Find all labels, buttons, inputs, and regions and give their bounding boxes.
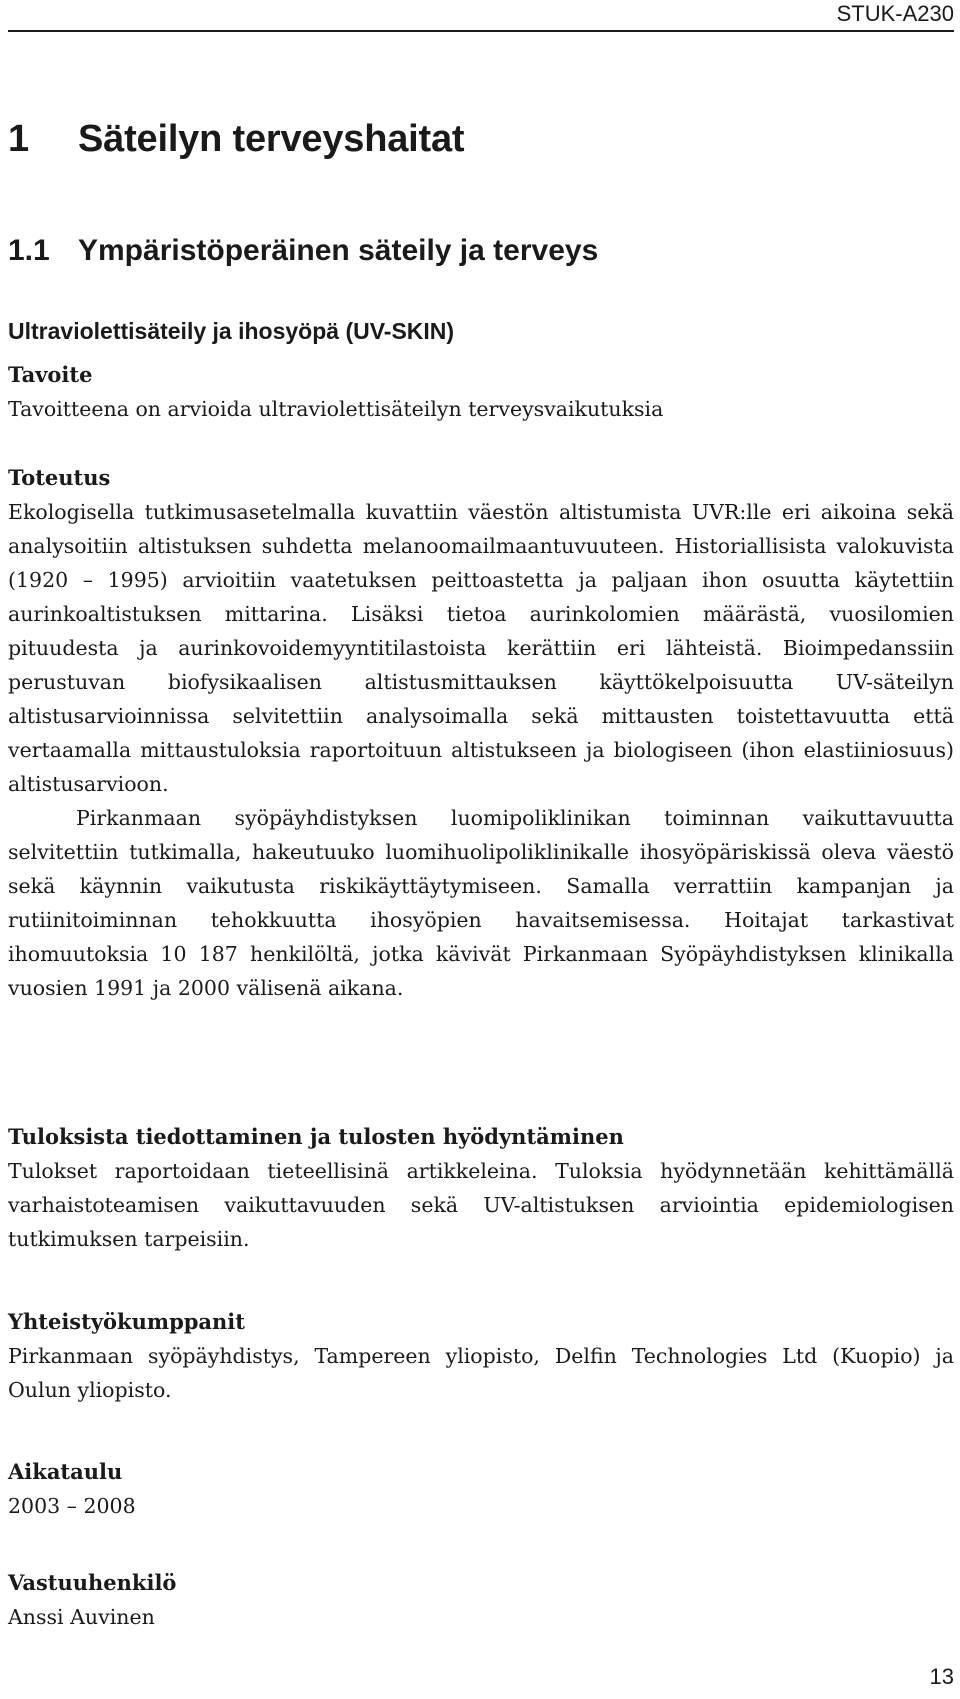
chapter-number: 1: [8, 118, 29, 160]
tavoite-text: Tavoitteena on arvioida ultraviolettisäteilyn terveysvaikutuksia: [8, 397, 664, 421]
toteutus-paragraph-2: Pirkanmaan syöpäyhdistyksen luomipoliklinikan toiminnan vaikuttavuutta selvitettiin tutkimalla, hakeutuuko luomihuolipoliklinikalle ihosyöpäriskissä oleva väestö sekä käynnin vaikutusta riskikäyttäytymiseen. Samalla verrattiin kampanjan ja rutiinitoiminnan tehokkuutta ihosyöpien havaitsemisessa. Hoitajat tarkastivat ihomuutoksia 10 187 henkilöltä, jotka kävivät Pirkanmaan Syöpäyhdistyksen klinikalla vuosien 1991 ja 2000 välisenä aikana.: [8, 806, 954, 1000]
toteutus-heading: Toteutus: [8, 465, 111, 490]
aikataulu-block: [8, 1455, 954, 1523]
project-title: Ultraviolettisäteily ja ihosyöpä (UV-SKIN): [8, 318, 455, 344]
tavoite-block: [8, 358, 954, 426]
tulokset-text: Tulokset raportoidaan tieteellisinä artikkeleina. Tuloksia hyödynnetään kehittämällä varhaistoteamisen vaikuttavuuden sekä UV-altistuksen arviointia epidemiologisen tutkimuksen tarpeisiin.: [8, 1159, 954, 1251]
yhteistyo-block: [8, 1305, 954, 1407]
chapter-title: Säteilyn terveyshaitat: [78, 118, 465, 160]
toteutus-block: [8, 461, 954, 1005]
tulokset-block: [8, 1120, 954, 1256]
running-head-series: STUK-A230: [836, 1, 954, 26]
chapter-heading: [8, 116, 464, 162]
toteutus-paragraph-1: Ekologisella tutkimusasetelmalla kuvattiin väestön altistumista UVR:lle eri aikoina sekä analysoitiin altistuksen suhdetta melanoomailmaantuvuuteen. Historiallisista valokuvista (1920 – 1995) arvioitiin vaatetuksen peittoastetta ja paljaan ihon osuutta käytettiin aurinkoaltistuksen mittarina. Lisäksi tietoa aurinkolomien määrästä, vuosilomien pituudesta ja aurinkovoidemyyntitilastoista kerättiin eri lähteistä. Bioimpedanssiin perustuvan biofysikaalisen altistusmittauksen käyttökelpoisuutta UV-säteilyn altistusarvioinnissa selvitettiin analysoimalla sekä mittausten toistettavuutta että vertaamalla mittaustuloksia raportoituun altistukseen ja biologiseen (ihon elastiiniosuus) altistusarvioon.: [8, 500, 954, 796]
vastuu-block: [8, 1566, 954, 1634]
tulokset-heading: Tuloksista tiedottaminen ja tulosten hyödyntäminen: [8, 1124, 624, 1149]
yhteistyo-text: Pirkanmaan syöpäyhdistys, Tampereen yliopisto, Delfin Technologies Ltd (Kuopio) ja Oulun yliopisto.: [8, 1344, 954, 1402]
yhteistyo-heading: Yhteistyökumppanit: [8, 1309, 245, 1334]
vastuu-heading: Vastuuhenkilö: [8, 1570, 177, 1595]
section-number: 1.1: [8, 234, 50, 267]
section-heading: [8, 233, 598, 269]
section-title: Ympäristöperäinen säteily ja terveys: [78, 234, 599, 267]
aikataulu-heading: Aikataulu: [8, 1459, 123, 1484]
header-rule: [8, 30, 954, 32]
aikataulu-text: 2003 – 2008: [8, 1494, 136, 1518]
vastuu-text: Anssi Auvinen: [8, 1605, 155, 1629]
tavoite-heading: Tavoite: [8, 362, 93, 387]
page-number: 13: [929, 1664, 954, 1689]
